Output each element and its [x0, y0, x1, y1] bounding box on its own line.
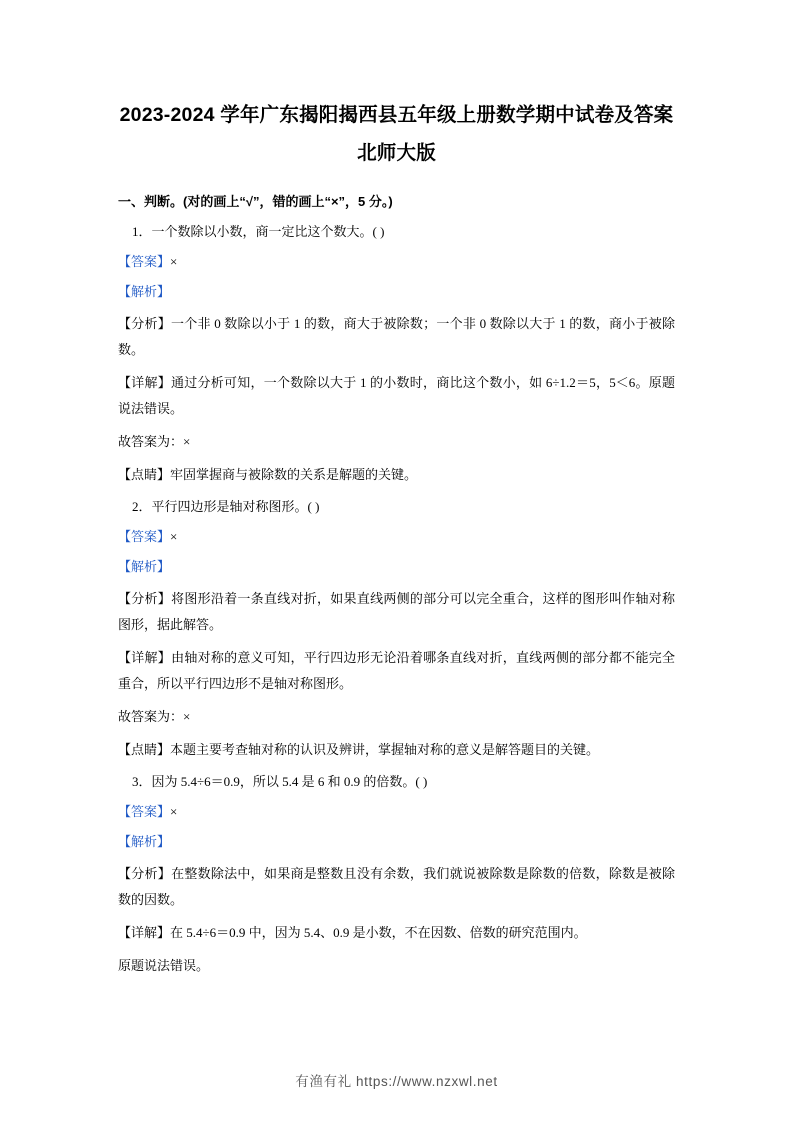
- question-line: [132, 497, 675, 517]
- analysis-block: [118, 920, 675, 946]
- block-text: 在 5.4÷6＝0.9 中，因为 5.4、0.9 是小数，不在因数、倍数的研究范围内。: [170, 925, 587, 940]
- analysis-tag: 【解析】: [118, 559, 171, 574]
- block-text: 牢固掌握商与被除数的关系是解题的关键。: [170, 467, 418, 482]
- block-text: 故答案为：×: [118, 709, 191, 724]
- block-tag: 【点睛】: [118, 467, 171, 482]
- analysis-block: [118, 704, 675, 730]
- block-tag: 【分析】: [118, 591, 172, 606]
- analysis-block: [118, 370, 675, 422]
- analysis-block: [118, 462, 675, 488]
- answer-value: ×: [170, 529, 178, 544]
- block-tag: 【分析】: [118, 316, 171, 331]
- question-text: 平行四边形是轴对称图形。( ): [151, 499, 320, 514]
- analysis-block: [118, 953, 675, 979]
- analysis-block: [118, 429, 675, 455]
- block-text: 故答案为：×: [118, 434, 191, 449]
- question-text: 因为 5.4÷6＝0.9，所以 5.4 是 6 和 0.9 的倍数。( ): [151, 774, 428, 789]
- analysis-block: [118, 311, 675, 363]
- analysis-tag: 【解析】: [118, 834, 171, 849]
- block-text: 本题主要考查轴对称的认识及辨讲，掌握轴对称的意义是解答题目的关键。: [170, 742, 600, 757]
- question-number: 1．: [132, 224, 152, 239]
- block-text: 原题说法错误。: [118, 958, 210, 973]
- answer-line: [118, 251, 675, 273]
- question-number: 3．: [132, 774, 152, 789]
- analysis-block: [118, 645, 675, 697]
- block-text: 一个非 0 数除以小于 1 的数，商大于被除数；一个非 0 数除以大于 1 的数，商小于被除数。: [118, 316, 675, 357]
- answer-value: ×: [170, 254, 178, 269]
- analysis-block: [118, 586, 675, 638]
- answer-tag: 【答案】: [118, 804, 171, 819]
- analysis-tag: 【解析】: [118, 284, 171, 299]
- answer-line: [118, 801, 675, 823]
- block-tag: 【详解】: [118, 650, 172, 665]
- analysis-line: [118, 831, 675, 853]
- block-tag: 【详解】: [118, 375, 172, 390]
- page-footer: 有渔有礼 https://www.nzxwl.net: [295, 1074, 498, 1089]
- block-text: 在整数除法中，如果商是整数且没有余数，我们就说被除数是除数的倍数，除数是被除数的因数。: [118, 866, 675, 907]
- answer-value: ×: [170, 804, 178, 819]
- block-text: 由轴对称的意义可知，平行四边形无论沿着哪条直线对折，直线两侧的部分都不能完全重合，所以平行四边形不是轴对称图形。: [118, 650, 675, 691]
- block-tag: 【分析】: [118, 866, 172, 881]
- analysis-line: [118, 556, 675, 578]
- block-text: 将图形沿着一条直线对折，如果直线两侧的部分可以完全重合，这样的图形叫作轴对称图形，据此解答。: [118, 591, 675, 632]
- block-tag: 【详解】: [118, 925, 171, 940]
- answer-tag: 【答案】: [118, 254, 171, 269]
- analysis-line: [118, 281, 675, 303]
- block-tag: 【点睛】: [118, 742, 171, 757]
- section-heading: 一、判断。(对的画上“√”，错的画上“×”，5 分。): [118, 194, 393, 209]
- question-text: 一个数除以小数，商一定比这个数大。( ): [151, 224, 385, 239]
- answer-line: [118, 526, 675, 548]
- analysis-block: [118, 737, 675, 763]
- question-line: [132, 772, 675, 792]
- page-title: 2023-2024 学年广东揭阳揭西县五年级上册数学期中试卷及答案北师大版: [119, 104, 674, 164]
- answer-tag: 【答案】: [118, 529, 171, 544]
- analysis-block: [118, 861, 675, 913]
- question-line: [132, 222, 675, 242]
- question-number: 2．: [132, 499, 152, 514]
- block-text: 通过分析可知，一个数除以大于 1 的小数时，商比这个数小，如 6÷1.2＝5，5＜6。原题说法错误。: [118, 375, 675, 416]
